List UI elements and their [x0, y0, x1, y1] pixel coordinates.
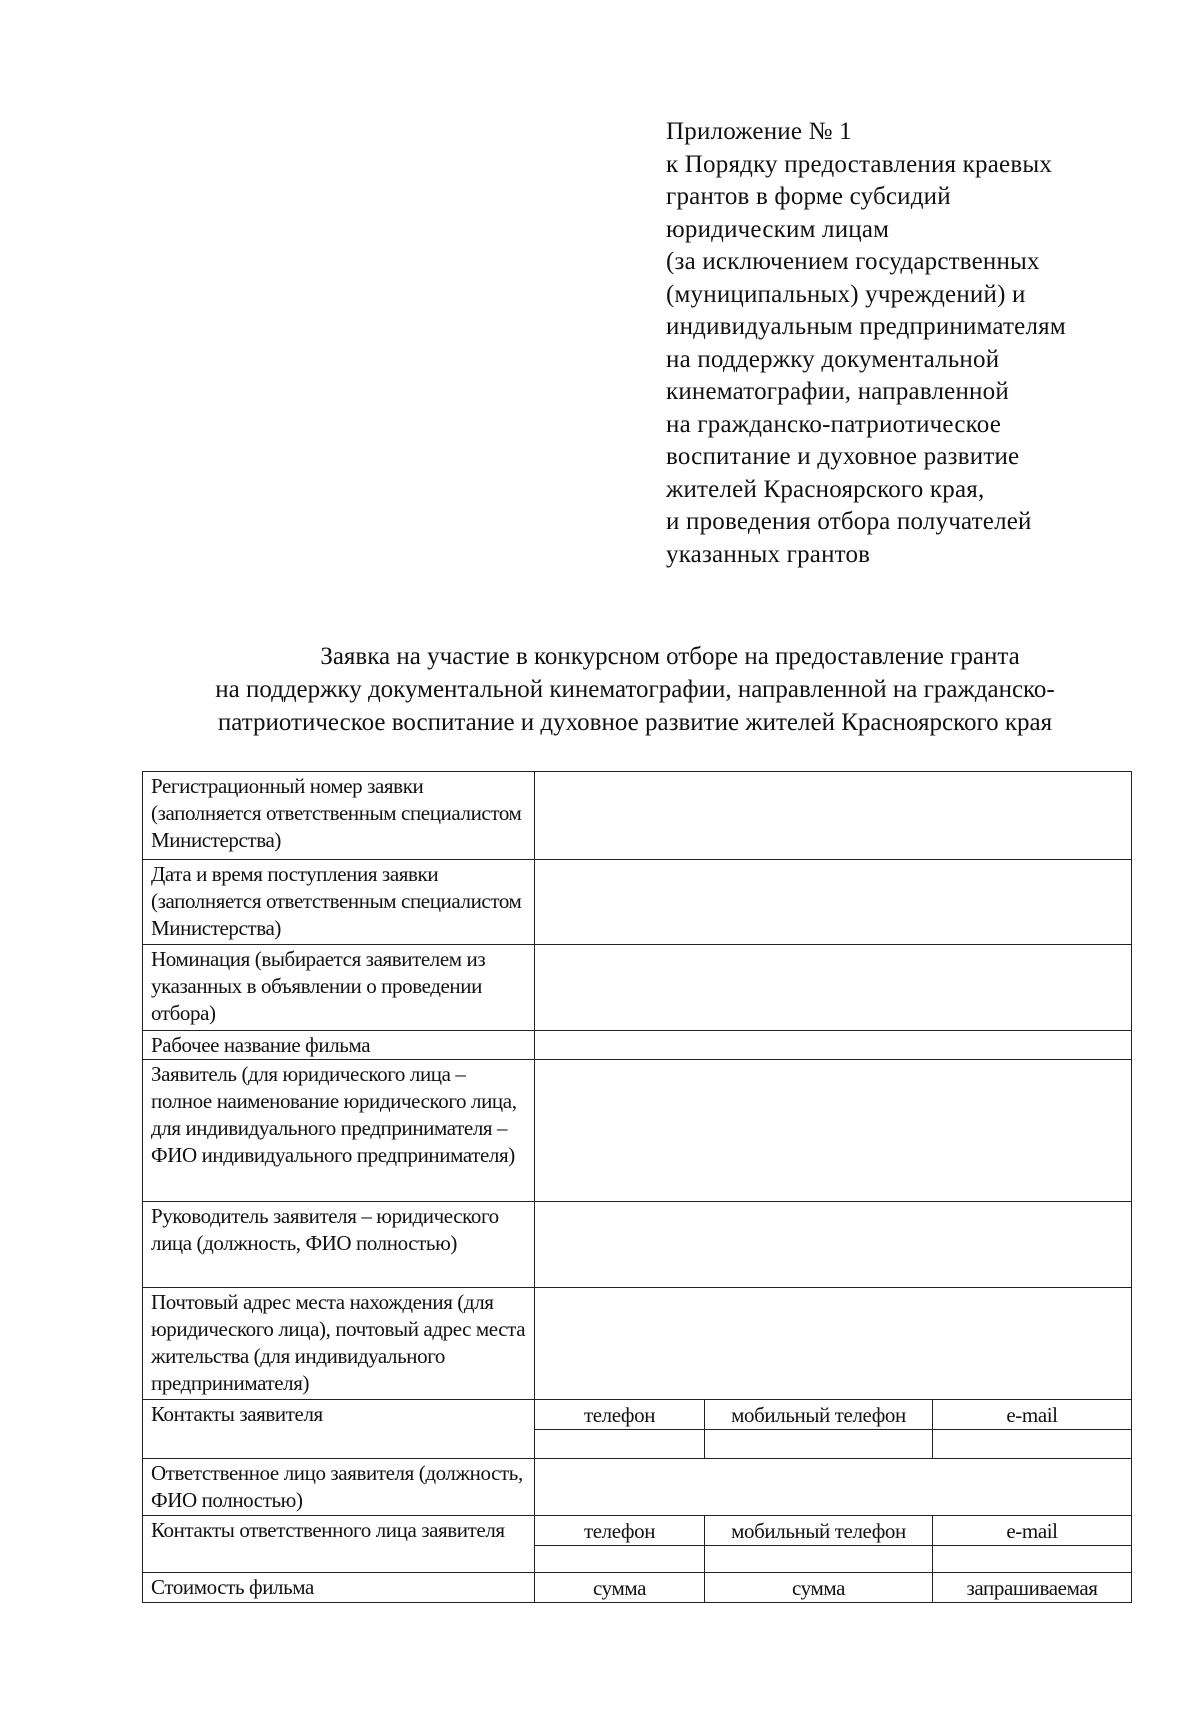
appendix-line: индивидуальным предпринимателям — [666, 313, 1066, 340]
table-row — [143, 772, 1132, 860]
table-row — [143, 1031, 1132, 1060]
receipt-datetime-field[interactable] — [535, 860, 1132, 945]
applicant-mobile-field[interactable] — [705, 1430, 933, 1459]
row-label-receipt-datetime: Дата и время поступления заявки (заполняется ответственным специалистом Министерства) — [143, 860, 535, 945]
film-title-field[interactable] — [535, 1031, 1132, 1060]
row-label-postal-address: Почтовый адрес места нахождения (для юридического лица), почтовый адрес места жительства (для индивидуального предпринимателя) — [143, 1288, 535, 1400]
table-row — [143, 1288, 1132, 1400]
column-header-amount: сумма — [705, 1573, 933, 1603]
table-row — [143, 1400, 1132, 1430]
form-title-line: на поддержку документальной кинематографии, направленной на гражданско- — [215, 676, 1055, 703]
appendix-line: жителей Красноярского края, — [666, 475, 985, 503]
application-form-table — [142, 771, 1132, 1603]
applicant-head-field[interactable] — [535, 1202, 1132, 1288]
column-header-phone: телефон — [535, 1400, 705, 1430]
applicant-email-field[interactable] — [933, 1430, 1132, 1459]
responsible-email-field[interactable] — [933, 1546, 1132, 1573]
column-header-mobile: мобильный телефон — [705, 1516, 933, 1546]
registration-number-field[interactable] — [535, 772, 1132, 860]
applicant-phone-field[interactable] — [535, 1430, 705, 1459]
appendix-heading — [666, 116, 1166, 571]
row-label-film-title: Рабочее название фильма — [143, 1031, 535, 1060]
row-label-responsible-person: Ответственное лицо заявителя (должность, ФИО полностью) — [143, 1459, 535, 1516]
appendix-line: к Порядку предоставления краевых — [666, 150, 1053, 178]
form-title-line: Заявка на участие в конкурсном отборе на предоставление гранта — [320, 643, 1020, 670]
appendix-line: на гражданско-патриотическое — [666, 410, 1002, 438]
appendix-line: на поддержку документальной — [666, 345, 1000, 373]
form-title-line: патриотическое воспитание и духовное развитие жителей Красноярского края — [217, 709, 1053, 736]
nomination-field[interactable] — [535, 945, 1132, 1031]
row-label-registration-number: Регистрационный номер заявки (заполняется ответственным специалистом Министерства) — [143, 772, 535, 860]
appendix-line: кинематографии, направленной — [666, 378, 1009, 405]
appendix-line: воспитание и духовное развитие — [666, 443, 1020, 470]
row-label-film-cost: Стоимость фильма — [143, 1573, 535, 1603]
column-header-requested: запрашиваемая — [933, 1573, 1132, 1603]
row-label-responsible-contacts: Контакты ответственного лица заявителя — [143, 1516, 535, 1573]
row-label-applicant-contacts: Контакты заявителя — [143, 1400, 535, 1459]
table-row — [143, 1060, 1132, 1202]
appendix-line: и проведения отбора получателей — [666, 508, 1032, 535]
table-row — [143, 945, 1132, 1031]
row-label-applicant-head: Руководитель заявителя – юридического лица (должность, ФИО полностью) — [143, 1202, 535, 1288]
appendix-line: (за исключением государственных — [666, 248, 1040, 275]
column-header-phone: телефон — [535, 1516, 705, 1546]
table-row — [143, 1573, 1132, 1603]
appendix-line: грантов в форме субсидий — [666, 183, 951, 210]
responsible-mobile-field[interactable] — [705, 1546, 933, 1573]
postal-address-field[interactable] — [535, 1288, 1132, 1400]
responsible-person-field[interactable] — [535, 1459, 1132, 1516]
column-header-email: e-mail — [933, 1516, 1132, 1546]
form-title — [140, 640, 1130, 739]
responsible-phone-field[interactable] — [535, 1546, 705, 1573]
appendix-line: Приложение № 1 — [666, 118, 852, 145]
appendix-line: указанных грантов — [666, 540, 871, 568]
appendix-line: юридическим лицам — [666, 215, 890, 243]
column-header-mobile: мобильный телефон — [705, 1400, 933, 1430]
table-row — [143, 860, 1132, 945]
column-header-email: e-mail — [933, 1400, 1132, 1430]
row-label-applicant: Заявитель (для юридического лица – полное наименование юридического лица, для индивидуального предпринимателя – ФИО индивидуального предпринимателя) — [143, 1060, 535, 1202]
applicant-field[interactable] — [535, 1060, 1132, 1202]
appendix-line: (муниципальных) учреждений) и — [666, 280, 1026, 308]
row-label-nomination: Номинация (выбирается заявителем из указанных в объявлении о проведении отбора) — [143, 945, 535, 1031]
table-row — [143, 1202, 1132, 1288]
table-row — [143, 1516, 1132, 1546]
table-row — [143, 1459, 1132, 1516]
column-header-amount: сумма — [535, 1573, 705, 1603]
